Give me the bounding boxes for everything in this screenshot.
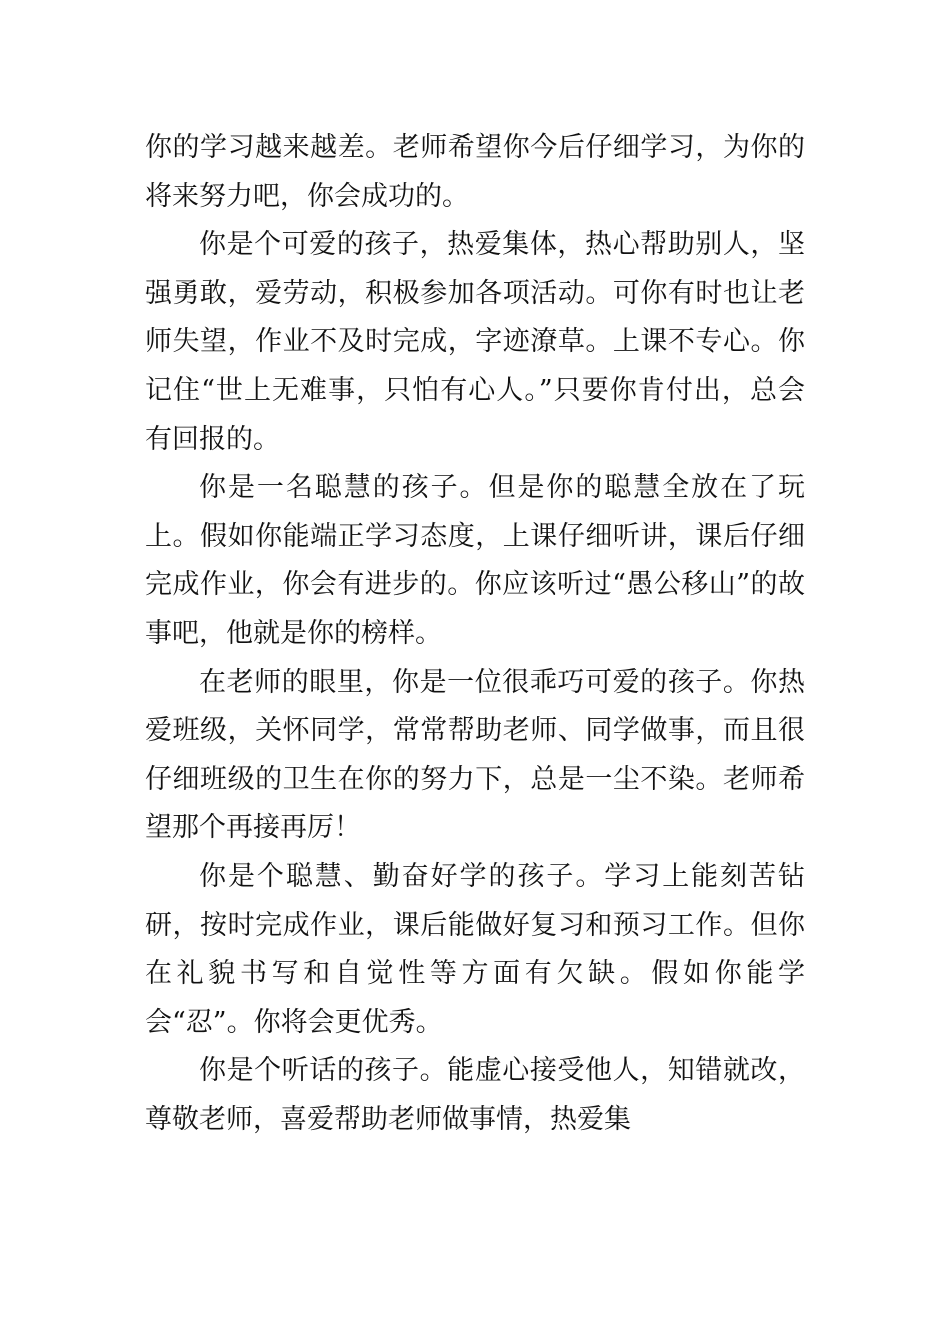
paragraph: 你是个可爱的孩子，热爱集体，热心帮助别人，坚强勇敢，爱劳动，积极参加各项活动。可你有时也让老师失望，作业不及时完成，字迹潦草。上课不专心。你记住“世上无难事，只怕有心人。”只要你肯付出，总会有回报的。 (145, 229, 805, 455)
paragraph-continued: 你的学习越来越差。老师希望你今后仔细学习，为你的将来努力吧，你会成功的。 (145, 132, 805, 212)
paragraph: 在老师的眼里，你是一位很乖巧可爱的孩子。你热爱班级，关怀同学，常常帮助老师、同学做事，而且很仔细班级的卫生在你的努力下，总是一尘不染。老师希望那个再接再厉！ (145, 666, 805, 844)
paragraph: 你是一名聪慧的孩子。但是你的聪慧全放在了玩上。假如你能端正学习态度，上课仔细听讲，课后仔细完成作业，你会有进步的。你应该听过“愚公移山”的故事吧，他就是你的榜样。 (145, 472, 805, 649)
document-body (145, 124, 805, 1144)
paragraph: 你是个听话的孩子。能虚心接受他人，知错就改，尊敬老师，喜爱帮助老师做事情，热爱集 (145, 1055, 805, 1135)
paragraph: 你是个聪慧、勤奋好学的孩子。学习上能刻苦钻研，按时完成作业，课后能做好复习和预习工作。但你在礼貌书写和自觉性等方面有欠缺。假如你能学会“忍”。你将会更优秀。 (145, 860, 805, 1038)
